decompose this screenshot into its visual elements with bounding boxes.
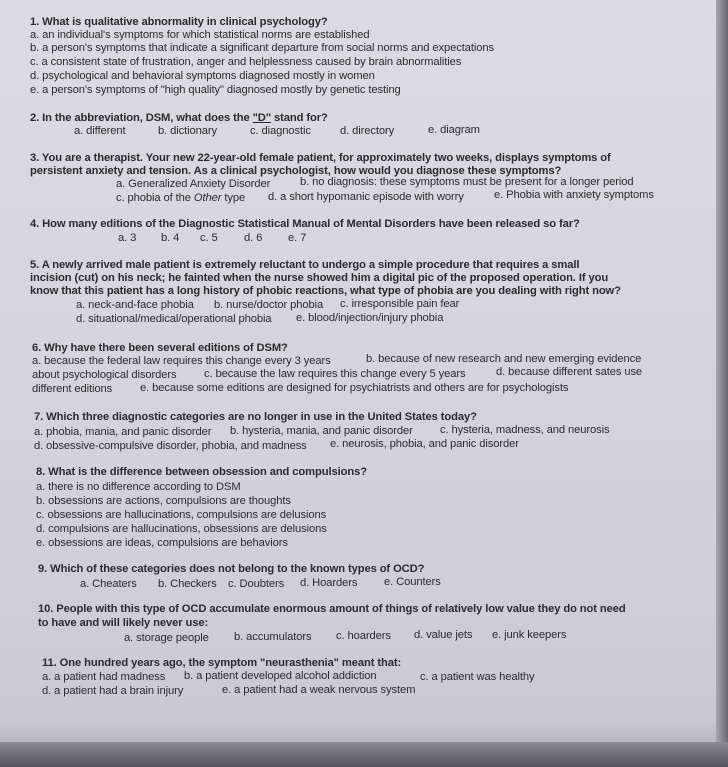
q7-option-b: b. hysteria, mania, and panic disorder <box>230 425 413 437</box>
q9-option-d: d. Hoarders <box>300 577 358 589</box>
q2-suffix: stand for? <box>270 112 328 124</box>
q11-option-e: e. a patient had a weak nervous system <box>222 684 416 696</box>
q11-option-a: a. a patient had madness <box>42 671 166 683</box>
q3-option-a: a. Generalized Anxiety Disorder <box>116 178 271 190</box>
q10-option-d: d. value jets <box>414 629 473 641</box>
question-5-line-1: 5. A newly arrived male patient is extremely reluctant to undergo a simple procedure that requires a small <box>30 259 580 271</box>
q7-option-a: a. phobia, mania, and panic disorder <box>34 426 212 438</box>
question-11: 11. One hundred years ago, the symptom "neurasthenia" meant that: <box>42 657 402 669</box>
q3-option-c-italic: Other <box>193 192 222 204</box>
q3-option-c-type: type <box>221 192 246 204</box>
q10-option-a: a. storage people <box>124 632 209 644</box>
q6-option-e: e. because some editions are designed for psychiatrists and others are for psychologists <box>140 382 569 394</box>
q3-option-d: d. a short hypomanic episode with worry <box>268 191 464 203</box>
q5-option-a: a. neck-and-face phobia <box>76 299 194 311</box>
question-8: 8. What is the difference between obsession and compulsions? <box>36 466 367 478</box>
question-5-line-3: know that this patient has a long history of phobic reactions, what type of phobia are you dealing with right now? <box>30 285 621 297</box>
q7-option-d: d. obsessive-compulsive disorder, phobia, and madness <box>34 440 307 452</box>
question-1: 1. What is qualitative abnormality in clinical psychology? <box>30 16 328 28</box>
q4-option-d: d. 6 <box>244 232 263 244</box>
q1-option-c: c. a consistent state of frustration, anger and helplessness caused by brain abnormalities <box>30 56 462 68</box>
q8-option-b: b. obsessions are actions, compulsions are thoughts <box>36 495 291 507</box>
q11-option-c: c. a patient was healthy <box>420 671 535 683</box>
q5-option-e: e. blood/injection/injury phobia <box>296 312 444 324</box>
q1-option-a: a. an individual's symptoms for which statistical norms are established <box>30 29 370 41</box>
question-6: 6. Why have there been several editions of DSM? <box>32 342 288 354</box>
q4-option-a: a. 3 <box>118 232 137 244</box>
q2-option-c: c. diagnostic <box>250 125 311 137</box>
q6-option-b: b. because of new research and new emerging evidence <box>366 353 642 365</box>
q1-option-d: d. psychological and behavioral symptoms diagnosed mostly in women <box>30 70 375 82</box>
question-3-line-1: 3. You are a therapist. Your new 22-year-old female patient, for approximately two weeks, displays symptoms of <box>30 152 611 164</box>
q4-option-b: b. 4 <box>161 232 180 244</box>
question-2 <box>30 112 328 125</box>
question-10-line-1: 10. People with this type of OCD accumulate enormous amount of things of relatively low value they do not need <box>38 603 626 615</box>
q9-option-c: c. Doubters <box>228 578 285 590</box>
q2-option-b: b. dictionary <box>158 125 218 137</box>
question-10-line-2: to have and will likely never use: <box>38 617 209 629</box>
q2-prefix: 2. In the abbreviation, DSM, what does the <box>30 112 253 124</box>
q10-option-c: c. hoarders <box>336 630 391 642</box>
question-3-line-2: persistent anxiety and tension. As a clinical psychologist, how would you diagnose these symptoms? <box>30 165 562 177</box>
q6-option-c: c. because the law requires this change every 5 years <box>204 368 466 380</box>
q10-option-b: b. accumulators <box>234 631 312 643</box>
q6-option-a: a. because the federal law requires this change every 3 years <box>32 355 331 367</box>
q6-option-d-cont: different editions <box>32 383 113 395</box>
desk-edge-right <box>716 0 728 767</box>
q2-option-e: e. diagram <box>428 124 480 136</box>
question-4: 4. How many editions of the Diagnostic Statistical Manual of Mental Disorders have been released so far? <box>30 218 580 230</box>
q5-option-c: c. irresponsible pain fear <box>340 298 460 310</box>
q2-option-d: d. directory <box>340 125 395 137</box>
question-5-line-2: incision (cut) on his neck; he fainted when the nurse showed him a digital pic of the proposed operation. If you <box>30 272 609 284</box>
q10-option-e: e. junk keepers <box>492 629 567 641</box>
q8-option-c: c. obsessions are hallucinations, compulsions are delusions <box>36 509 327 521</box>
question-7: 7. Which three diagnostic categories are no longer in use in the United States today? <box>34 411 477 423</box>
q2-option-a: a. different <box>74 125 126 137</box>
q7-option-c: c. hysteria, madness, and neurosis <box>440 424 610 436</box>
q1-option-b: b. a person's symptoms that indicate a significant departure from social norms and expectations <box>30 42 494 54</box>
q4-option-e: e. 7 <box>288 232 307 244</box>
q3-option-e: e. Phobia with anxiety symptoms <box>494 189 654 201</box>
q7-option-e: e. neurosis, phobia, and panic disorder <box>330 438 519 450</box>
q9-option-e: e. Counters <box>384 576 441 588</box>
q5-option-d: d. situational/medical/operational phobia <box>76 313 272 325</box>
q11-option-d: d. a patient had a brain injury <box>42 685 184 697</box>
q3-option-c <box>116 192 245 205</box>
question-9: 9. Which of these categories does not belong to the known types of OCD? <box>38 563 425 575</box>
q8-option-a: a. there is no difference according to DSM <box>36 481 241 493</box>
desk-edge-bottom <box>0 742 728 767</box>
q9-option-a: a. Cheaters <box>80 578 137 590</box>
q6-option-d: d. because different sates use <box>496 366 643 378</box>
q3-option-b: b. no diagnosis: these symptoms must be present for a longer period <box>300 176 634 188</box>
q2-underlined-d: "D" <box>252 112 271 124</box>
q5-option-b: b. nurse/doctor phobia <box>214 299 324 311</box>
q3-option-c-text: c. phobia of the <box>116 192 194 204</box>
q11-option-b: b. a patient developed alcohol addiction <box>184 670 377 682</box>
q4-option-c: c. 5 <box>200 232 218 244</box>
q9-option-b: b. Checkers <box>158 578 217 590</box>
q8-option-d: d. compulsions are hallucinations, obsessions are delusions <box>36 523 327 535</box>
q8-option-e: e. obsessions are ideas, compulsions are behaviors <box>36 537 288 549</box>
q6-option-a-cont: about psychological disorders <box>32 369 177 381</box>
q1-option-e: e. a person's symptoms of "high quality" diagnosed mostly by genetic testing <box>30 84 401 96</box>
